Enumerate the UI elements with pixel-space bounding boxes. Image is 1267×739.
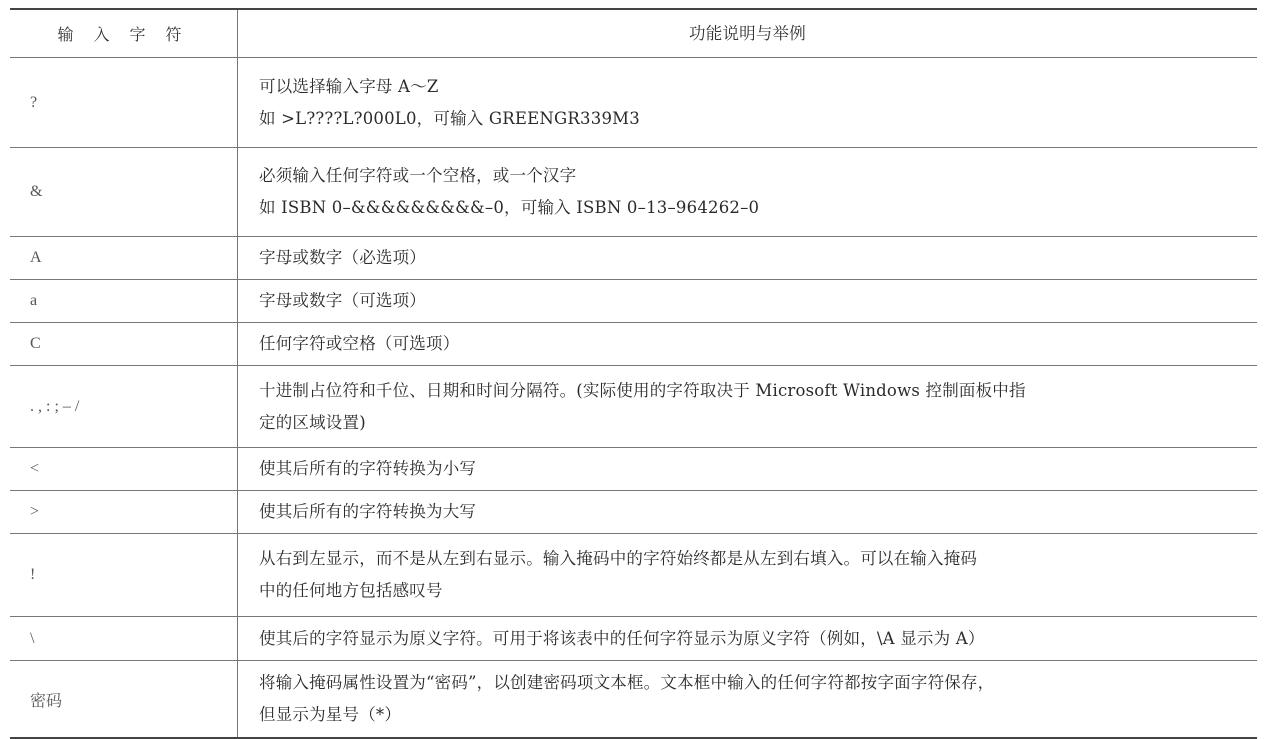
row-key: . , : ; – / — [10, 366, 238, 447]
row-key: 密码 — [10, 661, 238, 737]
table-header-row — [10, 10, 1257, 58]
row-description — [238, 617, 1257, 660]
row-key: ! — [10, 534, 238, 616]
table-row — [10, 280, 1257, 323]
header-description: 功能说明与举例 — [689, 23, 806, 43]
row-description — [238, 661, 1257, 737]
description-line: 任何字符或空格（可选项） — [259, 334, 460, 353]
description-line: 字母或数字（可选项） — [259, 291, 426, 310]
table-row — [10, 661, 1257, 737]
description-line: 使其后的字符显示为原义字符。可用于将该表中的任何字符显示为原义字符（例如，\A 显示为 A） — [259, 628, 985, 648]
description-line: 从右到左显示，而不是从左到右显示。输入掩码中的字符始终都是从左到右填入。可以在输入掩码 — [259, 549, 978, 568]
description-line: 如 ISBN 0–&&&&&&&&&–0，可输入 ISBN 0–13–964262–0 — [259, 198, 760, 217]
description-line: 如 >L????L?000L0，可输入 GREENGR339M3 — [259, 108, 640, 128]
description-line: 必须输入任何字符或一个空格，或一个汉字 — [259, 166, 577, 185]
row-key: A — [10, 237, 238, 279]
table-row — [10, 58, 1257, 148]
row-description — [238, 58, 1257, 147]
row-description — [238, 148, 1257, 236]
row-key: < — [10, 448, 238, 490]
description-line: 定的区域设置) — [259, 412, 366, 432]
header-input-char: 输 入 字 符 — [10, 10, 238, 57]
row-description — [238, 323, 1257, 365]
row-description — [238, 491, 1257, 533]
description-line: 使其后所有的字符转换为小写 — [259, 459, 477, 478]
row-description — [238, 448, 1257, 490]
row-description — [238, 237, 1257, 279]
input-mask-table — [10, 8, 1257, 739]
description-line: 字母或数字（必选项） — [259, 248, 426, 267]
row-description — [238, 534, 1257, 616]
row-key: ? — [10, 58, 238, 147]
description-line: 可以选择输入字母 A～Z — [259, 76, 439, 96]
row-key: a — [10, 280, 238, 322]
row-description — [238, 280, 1257, 322]
table-row — [10, 448, 1257, 491]
table-row — [10, 491, 1257, 534]
row-key: \ — [10, 617, 238, 660]
row-key: & — [10, 148, 238, 236]
description-line: 中的任何地方包括感叹号 — [259, 581, 443, 600]
row-key: C — [10, 323, 238, 365]
row-description — [238, 366, 1257, 447]
description-line: 但显示为星号（*） — [259, 705, 402, 724]
table-row — [10, 617, 1257, 661]
table-row — [10, 323, 1257, 366]
table-row — [10, 237, 1257, 280]
table-row — [10, 366, 1257, 448]
description-line: 使其后所有的字符转换为大写 — [259, 502, 477, 521]
row-key: > — [10, 491, 238, 533]
table-row — [10, 534, 1257, 617]
description-line: 将输入掩码属性设置为“密码”，以创建密码项文本框。文本框中输入的任何字符都按字面字符保存， — [259, 673, 995, 692]
table-row — [10, 148, 1257, 237]
description-line: 十进制占位符和千位、日期和时间分隔符。(实际使用的字符取决于 Microsoft Windows 控制面板中指 — [259, 380, 1026, 400]
